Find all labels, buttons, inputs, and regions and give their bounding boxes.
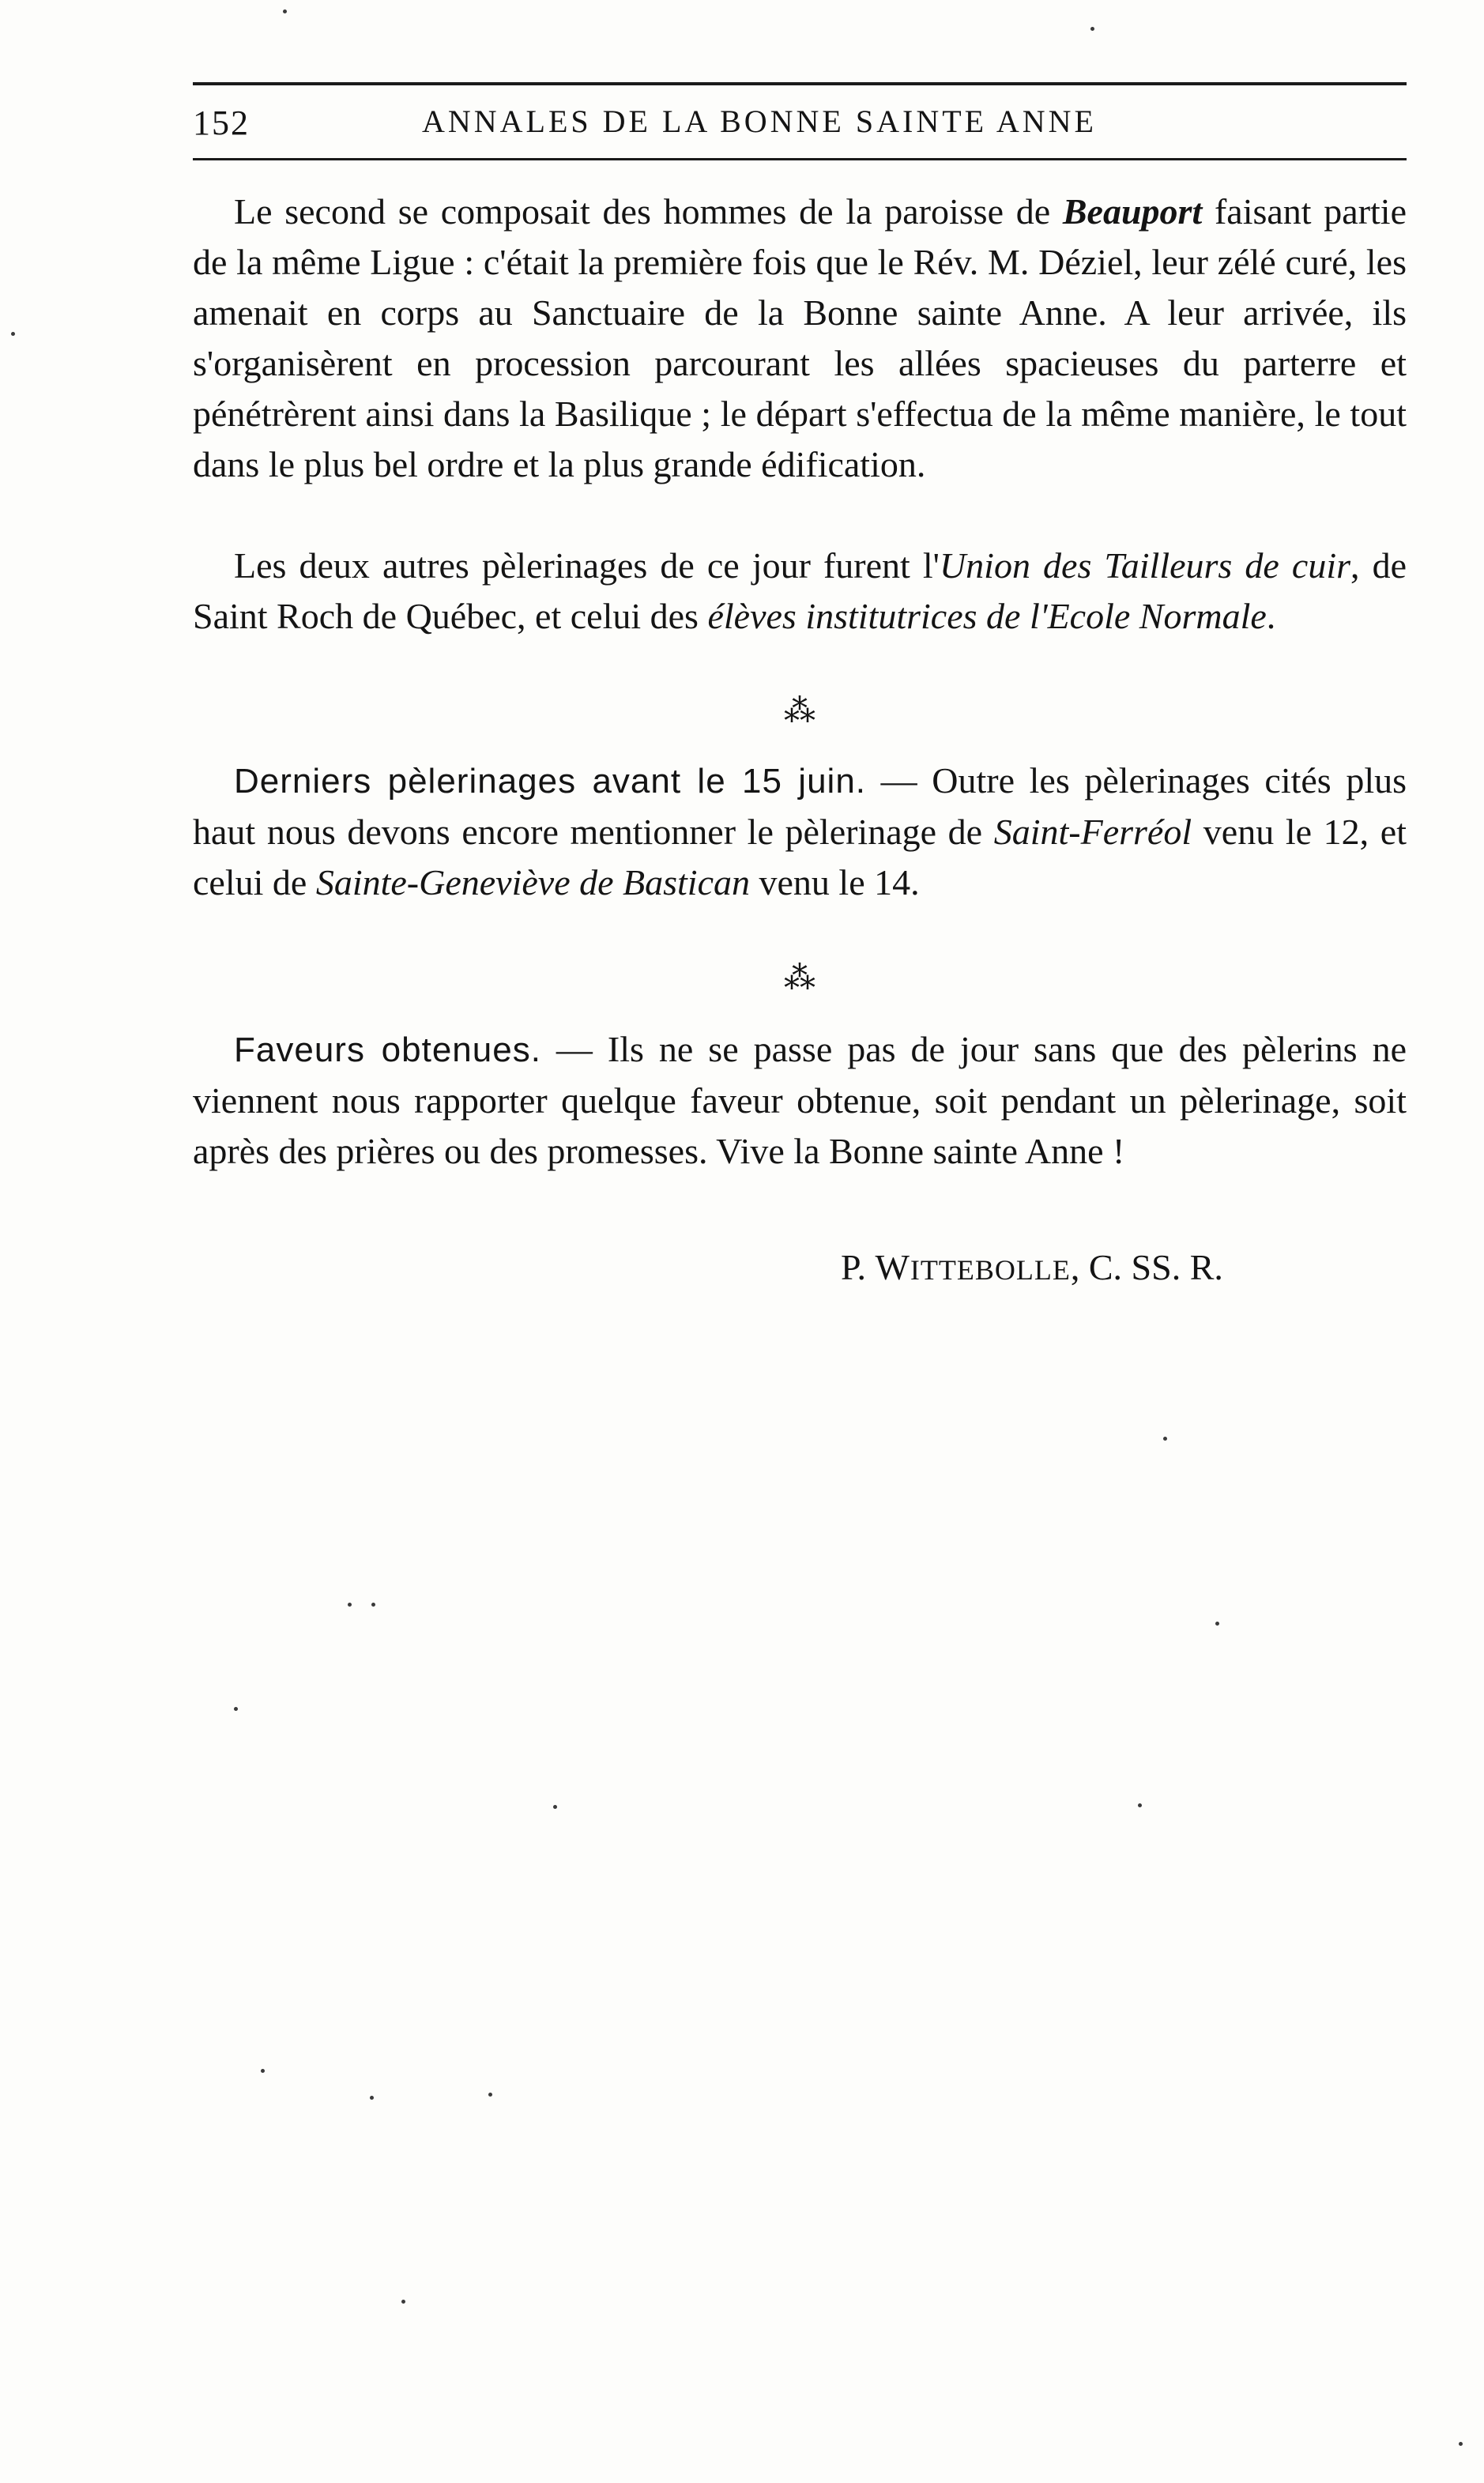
header-top-rule (193, 82, 1407, 85)
author-signature (841, 1244, 1223, 1294)
paragraph-text: faisant partie de la même Ligue : c'était la première fois que le Rév. M. Déziel, leur zélé curé, les amenait en corps au Sanctuaire de la Bonne sainte Anne. A leur arrivée, ils s'organisèrent en procession parcourant les allées spacieuses du parterre et pénétrèrent ainsi dans la Basilique ; le départ s'effectua de la même manière, le tout dans le plus bel ordre et la plus grande édification. (193, 191, 1407, 484)
signature-orders: , C. SS. R. (1070, 1247, 1223, 1287)
signature-name-capital: W (875, 1247, 910, 1287)
paragraph-text: . (1266, 596, 1276, 636)
group-name-union: Union des Tailleurs de cuir (939, 545, 1350, 586)
paragraph-text: venu le 12, et celui de (193, 812, 1407, 902)
page-number: 152 (193, 104, 250, 142)
print-speck (1215, 1622, 1219, 1626)
paragraph-text: — Ils ne se passe pas de jour sans que des pèlerins ne viennent nous rapporter quelque faveur obtenue, soit pendant un pèlerinage, soit après des prières ou des promesses. Vive la Bonne sainte Anne ! (193, 1029, 1407, 1171)
print-speck (1459, 2442, 1463, 2446)
print-speck (370, 2096, 374, 2100)
signature-name-end: E (1052, 1254, 1071, 1286)
signature-name: ITTEBOLL (910, 1254, 1053, 1286)
paragraph-faveurs-obtenues (193, 1024, 1407, 1177)
section-ornament: ⁂ (784, 693, 815, 729)
place-name-saint-ferreol: Saint-Ferréol (993, 812, 1192, 852)
section-title-faveurs: Faveurs obtenues. (234, 1031, 541, 1069)
paragraph-text: — Outre les pèlerinages cités plus haut nous devons encore mentionner le pèlerinage de (193, 760, 1407, 852)
print-speck (1090, 27, 1094, 31)
page-header (193, 103, 1407, 147)
signature-suffix (1053, 1247, 1223, 1287)
place-name-beauport: Beauport (1062, 191, 1203, 232)
running-title: ANNALES DE LA BONNE SAINTE ANNE (422, 104, 1097, 139)
print-speck (348, 1603, 352, 1607)
section-ornament: ⁂ (784, 960, 815, 996)
group-name-ecole-normale: élèves institutrices de l'Ecole Normale (707, 596, 1267, 636)
section-title-derniers: Derniers pèlerinages avant le 15 juin. (234, 762, 867, 801)
header-bottom-rule (193, 158, 1407, 160)
print-speck (234, 1707, 238, 1711)
print-speck (553, 1805, 557, 1809)
print-speck (261, 2069, 265, 2073)
signature-initial: P. (841, 1247, 876, 1287)
paragraph-text: , de Saint Roch de Québec, et celui des (193, 545, 1407, 636)
paragraph-other-pilgrimages (193, 541, 1407, 642)
paragraph-text: venu le 14. (750, 862, 920, 902)
print-speck (11, 332, 15, 336)
print-speck (1138, 1803, 1142, 1807)
print-speck (488, 2093, 492, 2097)
print-speck (283, 9, 287, 13)
paragraph-text: Les deux autres pèlerinages de ce jour furent l' (234, 545, 940, 586)
page (193, 0, 1407, 2483)
paragraph-derniers-pelerinages (193, 755, 1407, 908)
paragraph-text: Le second se composait des hommes de la paroisse de (234, 191, 1063, 232)
print-speck (1163, 1437, 1167, 1441)
print-speck (371, 1603, 375, 1607)
paragraph-beauport (193, 187, 1407, 490)
place-name-sainte-genevieve: Sainte-Geneviève de Bastican (315, 862, 751, 902)
print-speck (401, 2300, 405, 2304)
